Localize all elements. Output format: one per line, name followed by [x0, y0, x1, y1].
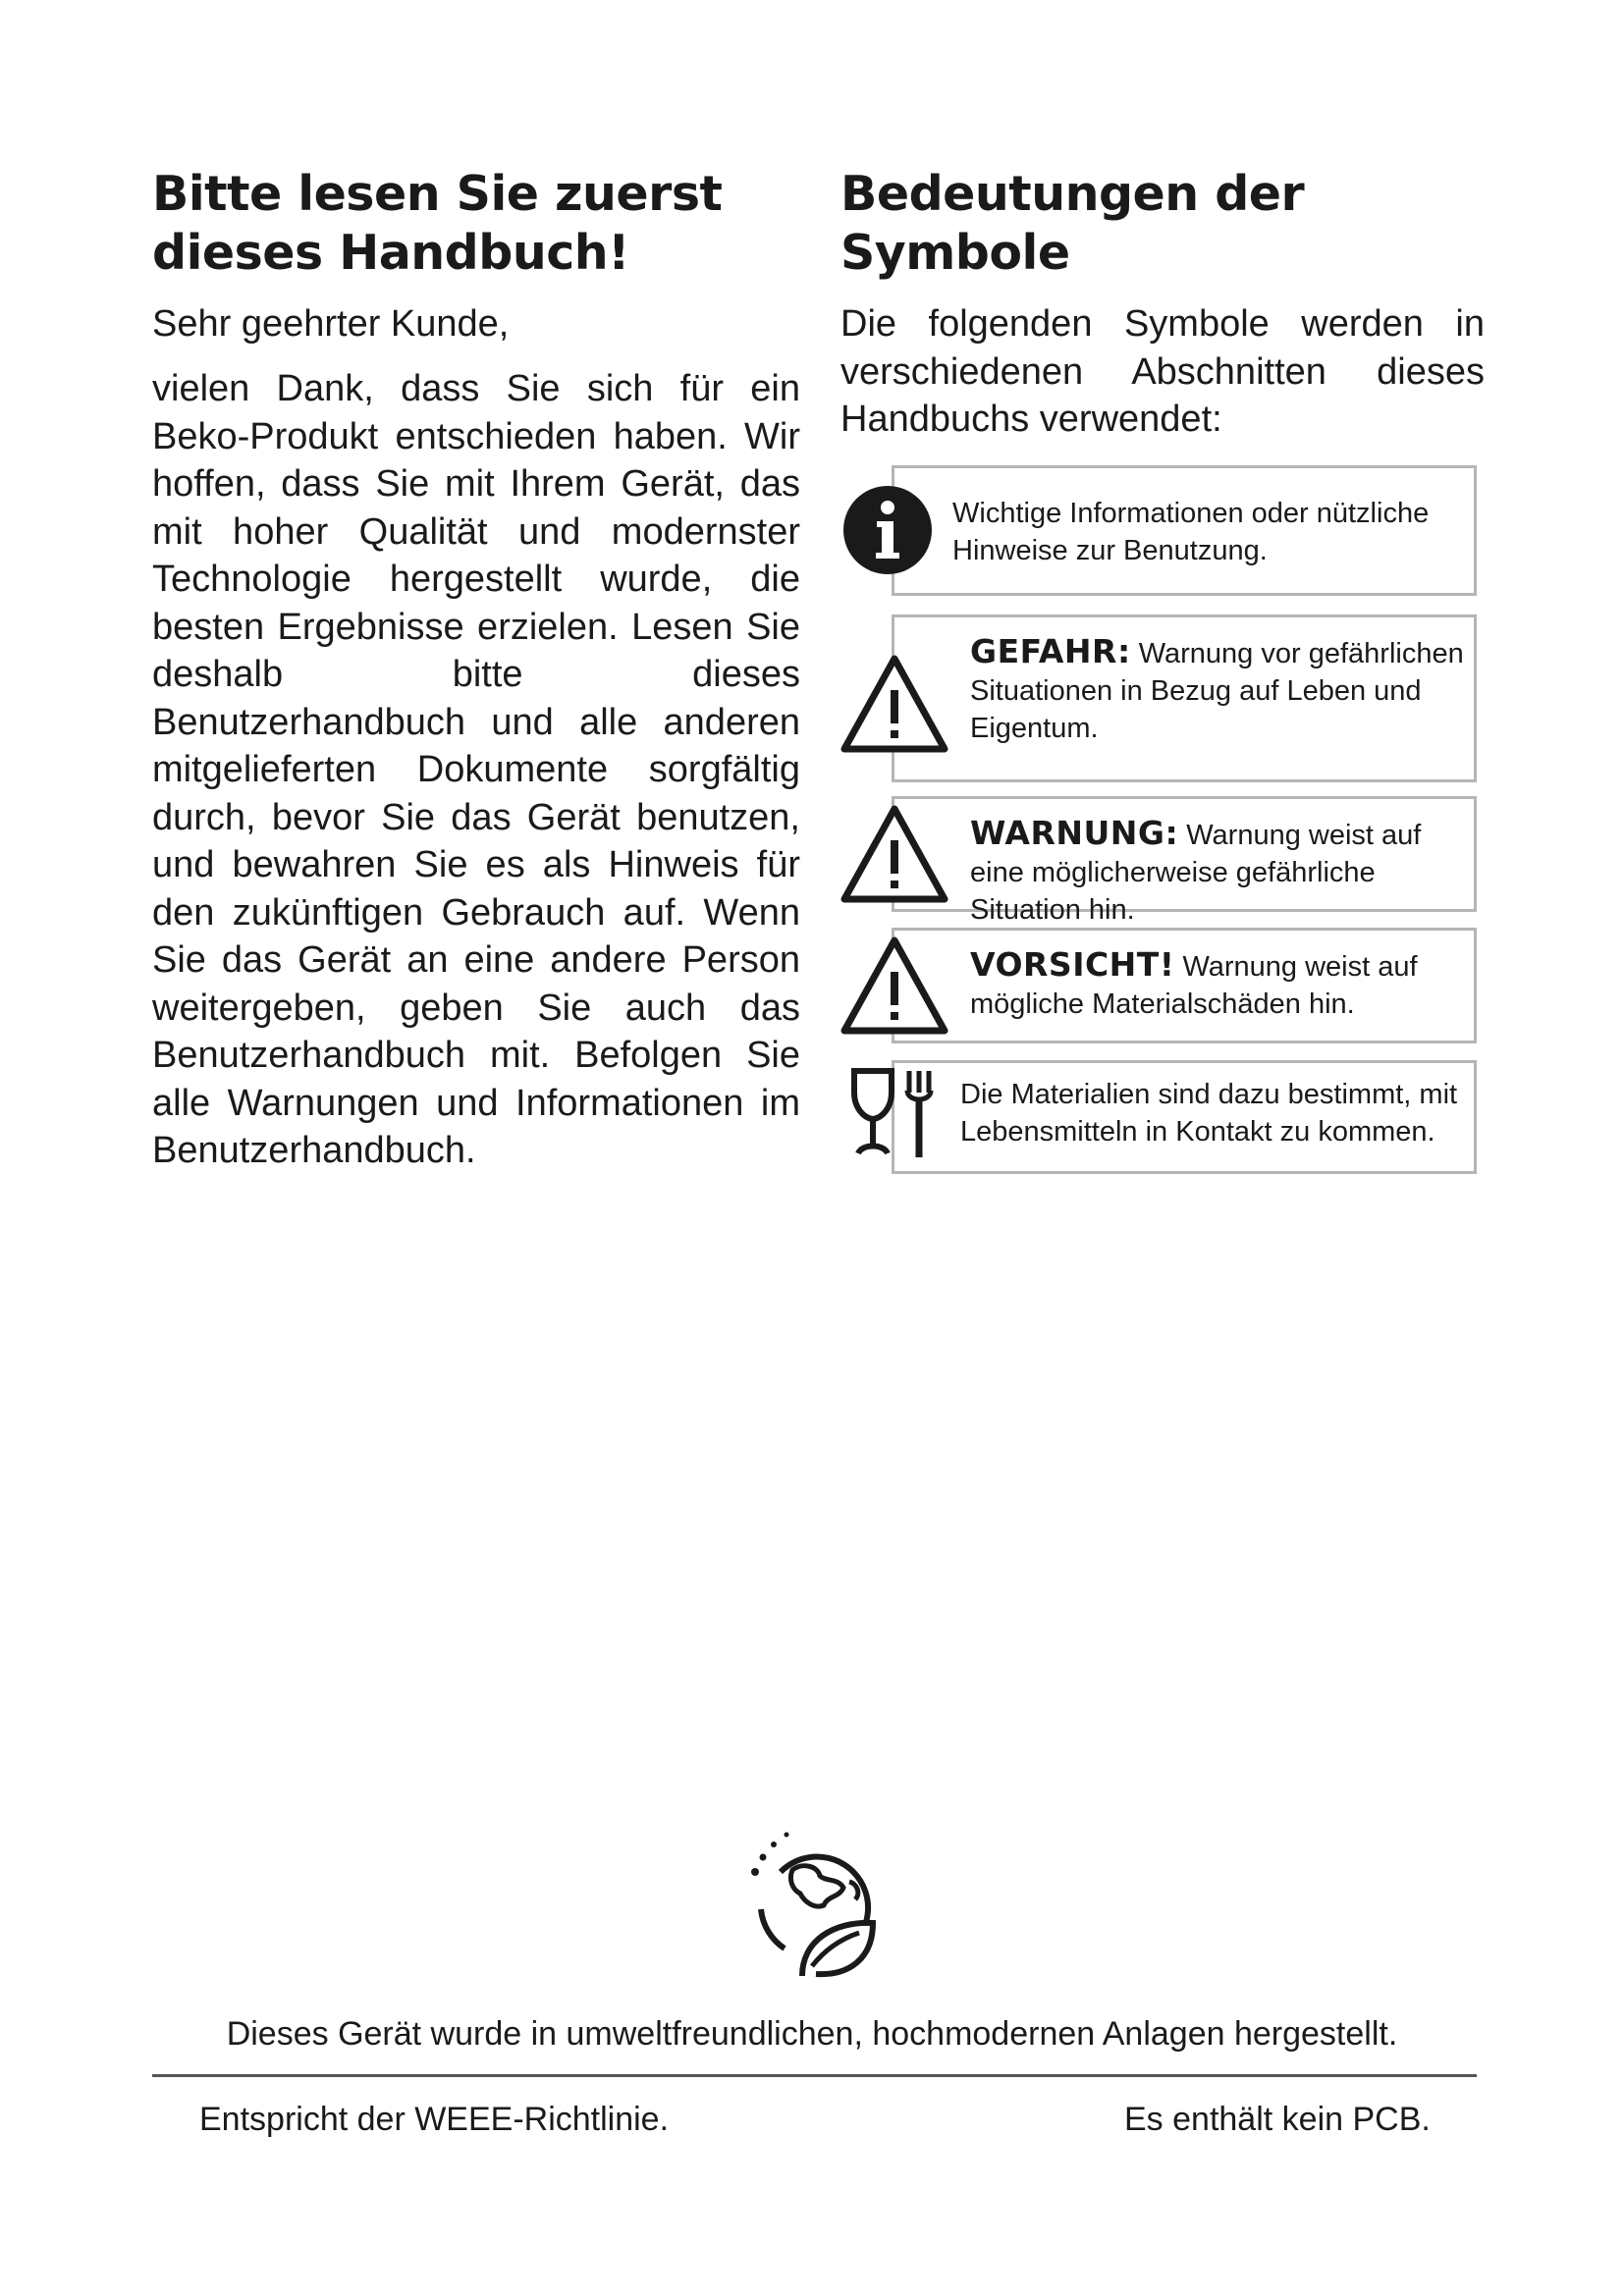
intro-heading: Bitte lesen Sie zuerst dieses Handbuch! — [152, 166, 723, 281]
info-icon — [841, 484, 934, 576]
symbol-caution-text — [970, 946, 1466, 1023]
symbols-heading: Bedeutungen der Symbole — [840, 166, 1305, 281]
eco-statement: Dieses Gerät wurde in umweltfreundlichen, hochmodernen Anlagen hergestellt. — [226, 2015, 1398, 2053]
weee-compliance: Entspricht der WEEE-Richtlinie. — [199, 2101, 670, 2138]
symbols-intro: Die folgenden Symbole werden in verschiedenen Abschnitten dieses Handbuchs verwendet: — [840, 303, 1485, 440]
symbol-food-text: Die Materialien sind dazu bestimmt, mit Lebensmitteln in Kontakt zu kommen. — [960, 1079, 1458, 1148]
eco-globe-leaf-icon — [741, 1811, 889, 1988]
greeting: Sehr geehrter Kunde, — [152, 303, 510, 345]
intro-column — [152, 165, 800, 1175]
danger-description: Warnung vor gefährlichen Situationen in Bezug auf Leben und Eigentum. — [970, 638, 1464, 744]
intro-body: vielen Dank, dass Sie sich für ein Beko-Produkt entschieden haben. Wir hoffen, dass Sie mit Ihrem Gerät, das mit hoher Qualität und modernster Technologie hergestellt wurde, die besten Ergebnisse erzielen. Lesen Sie deshalb bitte dieses Benutzerhandbuch und alle anderen mitgelieferten Dokumente sorgfältig durch, bevor Sie das Gerät benutzen, und bewahren Sie es als Hinweis für den zukünftigen Gebrauch auf. Wenn Sie das Gerät an eine andere Person weitergeben, geben Sie auch das Benutzerhandbuch mit. Befolgen Sie alle Warnungen und Informationen im Benutzerhandbuch. — [152, 368, 800, 1171]
pcb-free-statement: Es enthält kein PCB. — [1124, 2101, 1431, 2138]
food-contact-icon — [850, 1067, 943, 1161]
caution-label: VORSICHT! — [970, 945, 1175, 984]
warning-triangle-icon — [839, 653, 949, 755]
symbol-warning-text — [970, 815, 1466, 929]
symbols-column — [840, 165, 1485, 444]
warning-description: Warnung weist auf eine möglicherweise gefährliche Situation hin. — [970, 820, 1422, 926]
warning-label: WARNUNG: — [970, 814, 1179, 852]
footer-divider — [152, 2074, 1477, 2077]
danger-label: GEFAHR: — [970, 632, 1131, 670]
symbol-danger-text — [970, 633, 1466, 747]
symbol-info-text: Wichtige Informationen oder nützliche Hinweise zur Benutzung. — [952, 498, 1430, 566]
warning-triangle-icon — [839, 803, 949, 905]
caution-description: Warnung weist auf mögliche Materialschäden hin. — [970, 951, 1418, 1020]
warning-triangle-icon — [839, 934, 949, 1037]
